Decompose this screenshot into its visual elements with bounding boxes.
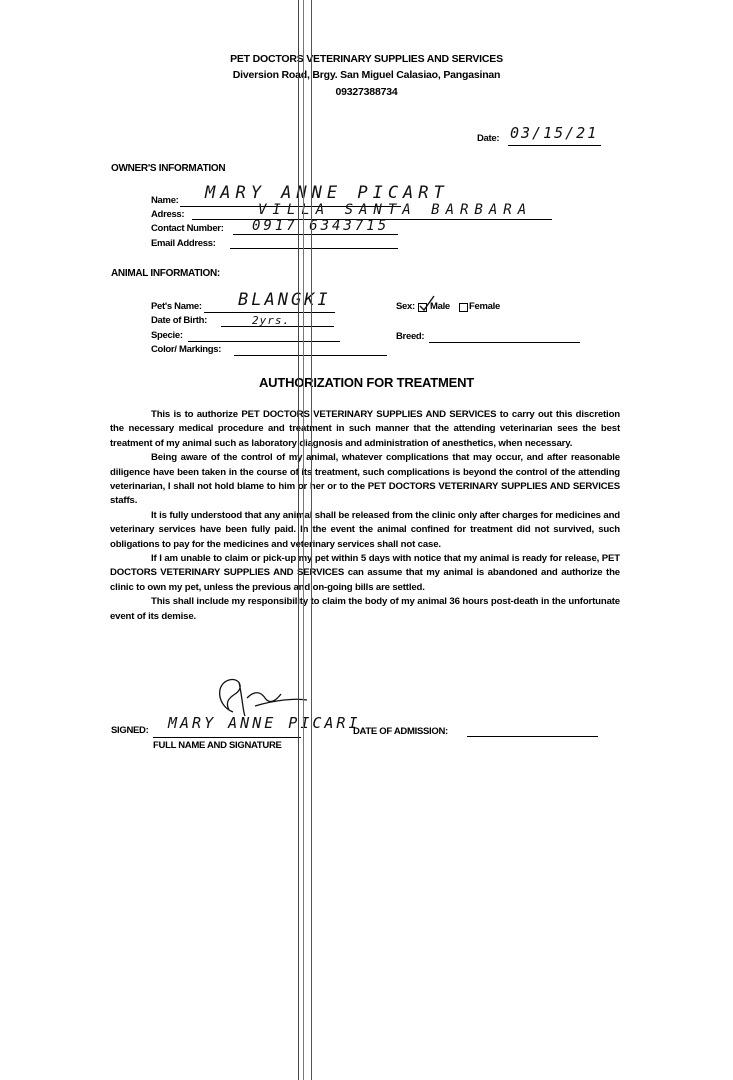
- paragraph-complications: Being aware of the control of my animal, whatever complications that may occur, and after reasonable diligence have been taken in the course of its treatment, such complications is beyond the control of the attending veterinarian, I shall not hold blame to him or her or to the PET DOCTORS VETERINARY SUPPLIES AND SERVICES staffs.: [110, 452, 620, 507]
- dob-value[interactable]: 2yrs.: [252, 314, 291, 327]
- contact-line: [233, 234, 398, 235]
- owner-name-value[interactable]: MARY ANNE PICART: [205, 183, 449, 203]
- signed-line: [153, 737, 301, 738]
- date-label: Date:: [477, 133, 500, 144]
- scan-fold-line: [311, 0, 312, 1080]
- paragraph-authorize: This is to authorize PET DOCTORS VETERINARY SUPPLIES AND SERVICES to carry out this discretion the necessary medical procedure and treatment in such manner that the attending veterinarian sees the best treatment of my animal such as laboratory diagnosis and administration of anesthetics, when necessary.: [110, 409, 620, 449]
- admission-label: DATE OF ADMISSION:: [353, 726, 448, 737]
- scan-fold-line: [298, 0, 299, 1080]
- owner-name-label: Name:: [151, 195, 179, 206]
- paragraph-charges: It is fully understood that any animal shall be released from the clinic only after charges for medicines and veterinary services have been fully paid. In the event the animal confined for treatment did not survived, such obligations to pay for the medicines and veterinary services shall not case.: [110, 509, 620, 550]
- paragraph-post-death: This shall include my responsibility to claim the body of my animal 36 hours post-death in the unfortunate event of its demise.: [110, 596, 620, 622]
- owner-heading: OWNER'S INFORMATION: [111, 163, 226, 174]
- specie-label: Specie:: [151, 330, 183, 341]
- signed-name-value[interactable]: MARY ANNE PICARI: [168, 714, 361, 732]
- company-address: Diversion Road, Brgy. San Miguel Calasiao, Pangasinan: [232, 69, 501, 81]
- email-line: [230, 248, 398, 249]
- company-phone: 09327388734: [335, 86, 398, 98]
- admission-line: [467, 736, 598, 737]
- email-label: Email Address:: [151, 238, 216, 249]
- breed-line: [429, 342, 580, 343]
- color-label: Color/ Markings:: [151, 344, 222, 355]
- paragraph-unclaimed: If I am unable to claim or pick-up my pet within 5 days with notice that my animal is ready for release, PET DOCTORS VETERINARY SUPPLIES AND SERVICES can assume that my animal is abandoned and authorize the clinic to own my pet, unless the previous and on-going bills are settled.: [110, 553, 620, 593]
- date-value[interactable]: 03/15/21: [510, 124, 599, 142]
- signature-caption: FULL NAME AND SIGNATURE: [153, 740, 282, 751]
- sex-label: Sex:: [396, 301, 415, 312]
- sex-female-label: Female: [469, 301, 500, 312]
- pet-name-value[interactable]: BLANGKI: [238, 290, 331, 310]
- pet-name-line: [204, 312, 335, 313]
- scan-fold-line: [303, 0, 304, 1080]
- owner-address-value[interactable]: VILLA SANTA BARBARA: [258, 202, 533, 218]
- sex-male-label: Male: [430, 301, 450, 312]
- specie-line: [188, 341, 340, 342]
- signed-label: SIGNED:: [111, 725, 149, 736]
- owner-address-label: Adress:: [151, 209, 185, 220]
- breed-label: Breed:: [396, 331, 425, 342]
- sex-female-checkbox[interactable]: [459, 303, 468, 312]
- contact-value[interactable]: 0917 6343715: [252, 218, 390, 234]
- company-name: PET DOCTORS VETERINARY SUPPLIES AND SERVICES: [230, 53, 503, 65]
- contact-label: Contact Number:: [151, 223, 224, 234]
- date-line: [508, 145, 601, 146]
- authorization-body: [110, 408, 620, 624]
- handwritten-signature: [195, 672, 315, 720]
- pet-name-label: Pet's Name:: [151, 301, 202, 312]
- dob-label: Date of Birth:: [151, 315, 207, 326]
- authorization-title: AUTHORIZATION FOR TREATMENT: [258, 375, 475, 390]
- animal-heading: ANIMAL INFORMATION:: [111, 268, 220, 279]
